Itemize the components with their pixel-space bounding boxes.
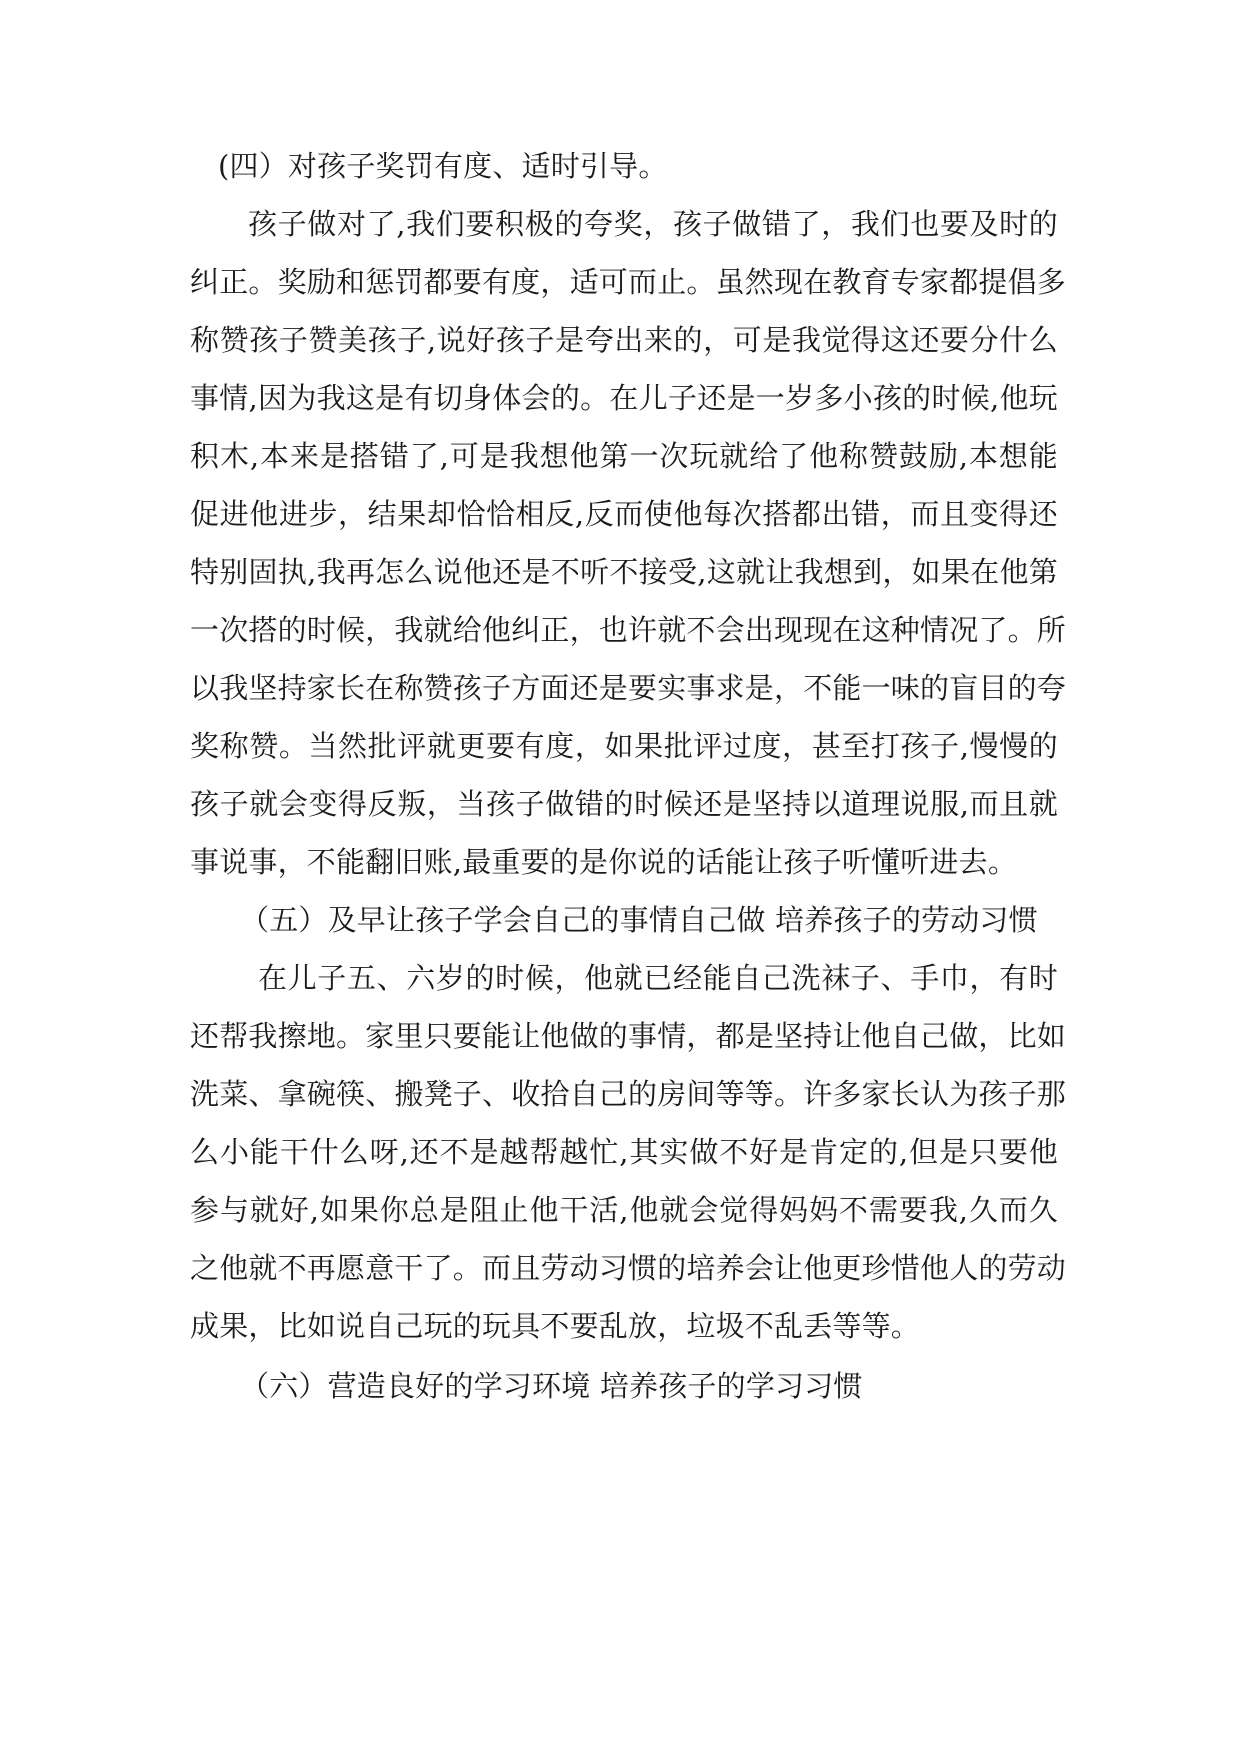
- heading-six: （六）营造良好的学习环境 培养孩子的学习习惯: [240, 1369, 863, 1403]
- paragraph-line: 还帮我擦地。家里只要能让他做的事情，都是坚持让他自己做，比如: [190, 1019, 1067, 1053]
- paragraph-line: 孩子做对了,我们要积极的夸奖，孩子做错了，我们也要及时的: [248, 207, 1058, 241]
- paragraph-line: 以我坚持家长在称赞孩子方面还是要实事求是，不能一味的盲目的夸: [190, 671, 1067, 705]
- paragraph-line: 洗菜、拿碗筷、搬凳子、收拾自己的房间等等。许多家长认为孩子那: [190, 1077, 1067, 1111]
- heading-five: （五）及早让孩子学会自己的事情自己做 培养孩子的劳动习惯: [240, 903, 1038, 937]
- paragraph-line: 在儿子五、六岁的时候，他就已经能自己洗袜子、手巾，有时: [258, 961, 1058, 995]
- paragraph-line: 事说事，不能翻旧账,最重要的是你说的话能让孩子听懂听进去。: [190, 845, 1018, 879]
- paragraph-line: 孩子就会变得反叛，当孩子做错的时候还是坚持以道理说服,而且就: [190, 787, 1058, 821]
- paragraph-line: 一次搭的时候，我就给他纠正，也许就不会出现现在这种情况了。所: [190, 613, 1067, 647]
- paragraph-line: 参与就好,如果你总是阻止他干活,他就会觉得妈妈不需要我,久而久: [190, 1193, 1058, 1227]
- paragraph-line: 纠正。奖励和惩罚都要有度，适可而止。虽然现在教育专家都提倡多: [190, 265, 1067, 299]
- paragraph-line: 么小能干什么呀,还不是越帮越忙,其实做不好是肯定的,但是只要他: [190, 1135, 1058, 1169]
- heading-four: (四）对孩子奖罚有度、适时引导。: [218, 149, 668, 183]
- paragraph-line: 成果，比如说自己玩的玩具不要乱放，垃圾不乱丢等等。: [190, 1309, 921, 1343]
- paragraph-line: 之他就不再愿意干了。而且劳动习惯的培养会让他更珍惜他人的劳动: [190, 1251, 1067, 1285]
- paragraph-line: 奖称赞。当然批评就更要有度，如果批评过度，甚至打孩子,慢慢的: [190, 729, 1058, 763]
- paragraph-line: 特别固执,我再怎么说他还是不听不接受,这就让我想到，如果在他第: [190, 555, 1058, 589]
- paragraph-line: 促进他进步，结果却恰恰相反,反而使他每次搭都出错，而且变得还: [190, 497, 1058, 531]
- paragraph-line: 积木,本来是搭错了,可是我想他第一次玩就给了他称赞鼓励,本想能: [190, 439, 1058, 473]
- paragraph-line: 事情,因为我这是有切身体会的。在儿子还是一岁多小孩的时候,他玩: [190, 381, 1058, 415]
- paragraph-line: 称赞孩子赞美孩子,说好孩子是夸出来的，可是我觉得这还要分什么: [190, 323, 1058, 357]
